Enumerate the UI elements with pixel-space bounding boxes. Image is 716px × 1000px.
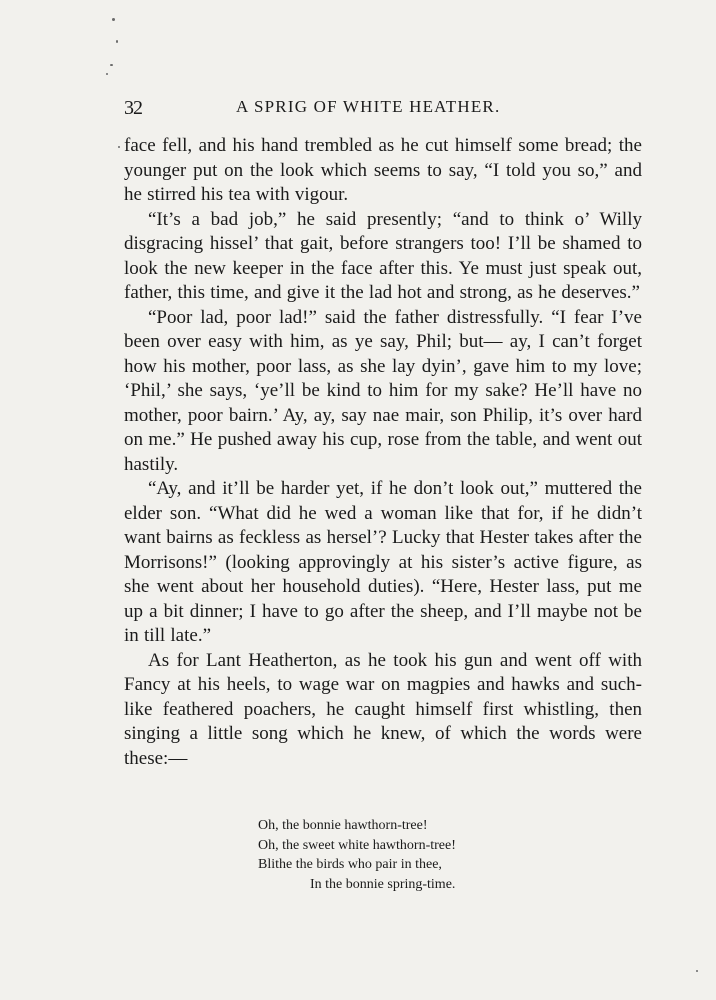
scan-speck <box>118 146 120 148</box>
verse-line: Oh, the bonnie hawthorn-tree! <box>258 818 428 833</box>
verse-line: In the bonnie spring-time. <box>310 876 456 892</box>
page-header <box>124 97 574 119</box>
body-text <box>124 134 642 771</box>
scan-speck <box>116 40 118 43</box>
verse-line: Oh, the sweet white hawthorn-tree! <box>258 837 456 853</box>
scan-speck <box>106 73 108 75</box>
paragraph: As for Lant Heatherton, as he took his gun and went off with Fancy at his heels, to wage war on magpies and hawks and such-like feathered poachers, he caught himself first whistling, then singing a little song which he knew, of which the words were these:— <box>124 649 642 769</box>
scan-speck <box>112 18 115 21</box>
scan-speck <box>696 970 698 972</box>
paragraph-continued: face fell, and his hand trembled as he cut himself some bread; the younger put on the look which seems to say, “I told you so,” and he stirred his tea with vigour. <box>124 135 642 205</box>
running-title: A SPRIG OF WHITE HEATHER. <box>236 97 501 116</box>
paragraph: “Ay, and it’ll be harder yet, if he don’t look out,” muttered the elder son. “What did he wed a woman like that for, if he didn’t want bairns as feckless as hersel’? Lucky that Hester takes after the Morrisons!” (looking approvingly at his sister’s active figure, as she went about her household duties). “Here, Hester lass, put me up a bit dinner; I have to go after the sheep, and I’ll maybe not be in till late.” <box>124 478 642 646</box>
paragraph: “Poor lad, poor lad!” said the father distressfully. “I fear I’ve been over easy with him, as ye say, Phil; but— ay, I can’t forget how his mother, poor lass, as she lay dyin’, gave him to my love; ‘Phil,’ she says, ‘ye’ll be kind to him for my sake? He’ll have no mother, poor bairn.’ Ay, ay, say nae mair, son Philip, it’s over hard on me.” He pushed away his cup, rose from the table, and went out hastily. <box>124 306 642 475</box>
page-number: 32 <box>124 97 142 119</box>
paragraph: “It’s a bad job,” he said presently; “and to think o’ Willy disgracing hissel’ that gait, before strangers too! I’ll be shamed to look the new keeper in the face after this. Ye must just speak out, father, this time, and give it the lad hot and strong, as he deserves.” <box>124 208 642 303</box>
verse-block <box>258 816 558 894</box>
verse-line: Blithe the birds who pair in thee, <box>258 857 442 872</box>
scan-speck <box>110 64 113 66</box>
